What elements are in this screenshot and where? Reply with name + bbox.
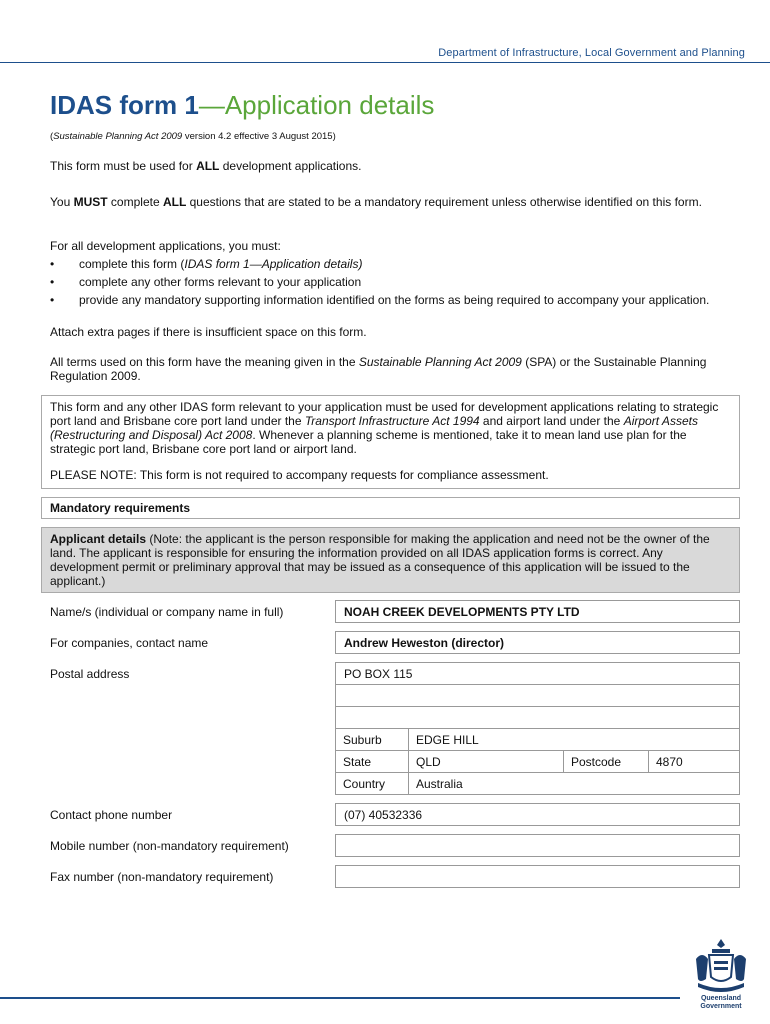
mobile-number-field[interactable] <box>335 834 740 857</box>
text: This form and any other IDAS form relevant to your application must be used for development applications relating to strategic port land and Brisbane core port land under the <box>50 400 719 428</box>
bullet-item <box>50 257 730 271</box>
mobile-number-label: Mobile number (non-mandatory requirement) <box>50 839 289 853</box>
bullet-dot: • <box>50 275 55 289</box>
postal-line-1-field[interactable]: PO BOX 115 <box>335 662 740 685</box>
text: This form must be used for <box>50 159 197 173</box>
text-italic: IDAS form 1—Application details) <box>184 257 363 271</box>
suburb-field[interactable]: EDGE HILL <box>408 728 740 751</box>
suburb-label: Suburb <box>335 728 409 751</box>
text-italic: Airport Assets (Restructuring and Disposal) Act 2008 <box>50 414 698 442</box>
text: development applications. <box>219 159 362 173</box>
applicant-note: (Note: the applicant is the person responsible for making the application and need not be the owner of the land. The applicant is responsible for ensuring the information provided on all IDAS application forms is correct. Any development permit or preliminary approval that may be issued as a consequence of this application will be issued to the applicant.) <box>50 532 710 588</box>
text-bold: ALL <box>162 195 187 209</box>
country-label: Country <box>335 772 409 795</box>
please-note: PLEASE NOTE: This form is not required to accompany requests for compliance assessment. <box>50 468 549 482</box>
page-title <box>50 90 434 121</box>
version-rest: version 4.2 effective 3 August 2015) <box>182 131 336 142</box>
fax-number-label: Fax number (non-mandatory requirement) <box>50 870 274 884</box>
postal-address-label: Postal address <box>50 667 130 681</box>
note-paragraph <box>50 400 731 456</box>
logo-text-2: Government <box>700 1003 742 1010</box>
applicant-details-box <box>41 527 740 593</box>
text-bold: ALL <box>196 159 220 173</box>
header-divider <box>0 62 770 63</box>
version-act: Sustainable Planning Act 2009 <box>53 131 183 142</box>
department-name: Department of Infrastructure, Local Government and Planning <box>438 47 745 59</box>
intro-paragraph-2 <box>50 195 730 209</box>
text: complete <box>107 195 163 209</box>
text: complete this form ( <box>79 257 185 271</box>
text: You <box>50 195 74 209</box>
contact-name-label: For companies, contact name <box>50 636 209 650</box>
bullet-dot: • <box>50 293 55 307</box>
bullet-text: complete any other forms relevant to your application <box>79 275 362 289</box>
text-italic: Transport Infrastructure Act 1994 <box>304 414 480 428</box>
bullet-item <box>50 275 730 289</box>
text: . Whenever a planning scheme is mentioned, take it to mean land use plan for the strategic port land, Brisbane core port land or airport land. <box>50 428 687 456</box>
text: and airport land under the <box>479 414 624 428</box>
queensland-government-logo <box>692 937 750 1011</box>
intro-paragraph-3: For all development applications, you must: <box>50 239 281 253</box>
name-label: Name/s (individual or company name in full) <box>50 605 284 619</box>
logo-text-1: Queensland <box>700 995 742 1002</box>
postcode-label: Postcode <box>563 750 649 773</box>
postal-line-3-field[interactable] <box>335 706 740 729</box>
bullet-dot: • <box>50 257 55 271</box>
postal-line-2-field[interactable] <box>335 684 740 707</box>
country-field[interactable]: Australia <box>408 772 740 795</box>
contact-phone-field[interactable]: (07) 40532336 <box>335 803 740 826</box>
state-label: State <box>335 750 409 773</box>
intro-paragraph-1 <box>50 159 730 173</box>
version-note <box>50 131 336 142</box>
postcode-field[interactable]: 4870 <box>648 750 740 773</box>
title-main: IDAS form 1 <box>50 90 199 120</box>
port-land-note-box <box>41 395 740 489</box>
bullet-text: provide any mandatory supporting information identified on the forms as being required to accompany your application. <box>79 293 710 307</box>
coat-of-arms-icon <box>692 937 750 1011</box>
title-subtitle: —Application details <box>198 90 435 120</box>
bullet-item <box>50 293 730 321</box>
applicant-heading: Applicant details <box>50 532 147 546</box>
text-bold: MUST <box>73 195 108 209</box>
fax-number-field[interactable] <box>335 865 740 888</box>
mandatory-requirements-heading: Mandatory requirements <box>41 497 740 519</box>
intro-paragraph-4: Attach extra pages if there is insufficient space on this form. <box>50 325 367 339</box>
contact-name-field[interactable]: Andrew Heweston (director) <box>335 631 740 654</box>
text-italic: Sustainable Planning Act 2009 <box>358 355 522 369</box>
version-open: ( <box>50 131 54 142</box>
state-field[interactable]: QLD <box>408 750 564 773</box>
footer-divider <box>0 997 680 999</box>
text: All terms used on this form have the meaning given in the <box>50 355 359 369</box>
contact-phone-label: Contact phone number <box>50 808 173 822</box>
text: (SPA) or the Sustainable Planning Regulation 2009. <box>50 355 707 383</box>
intro-paragraph-5 <box>50 355 730 383</box>
bullet-text <box>79 257 729 271</box>
name-field[interactable]: NOAH CREEK DEVELOPMENTS PTY LTD <box>335 600 740 623</box>
text: questions that are stated to be a mandatory requirement unless otherwise identified on this form. <box>186 195 702 209</box>
